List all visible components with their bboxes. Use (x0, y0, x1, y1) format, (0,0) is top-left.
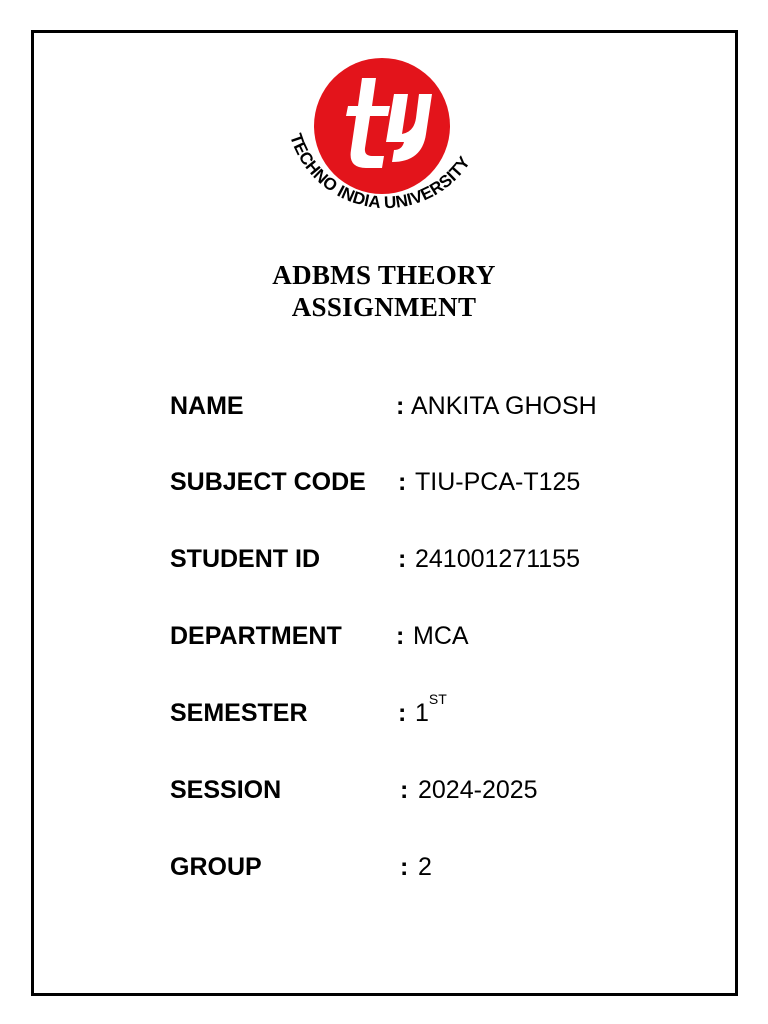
logo-arc-text: TECHNO INDIA UNIVERSITY (286, 131, 474, 213)
semester-suffix: ST (428, 691, 447, 707)
field-colon: : (398, 699, 407, 727)
field-value: MCA (413, 622, 469, 650)
field-value: 241001271155 (415, 545, 580, 573)
field-label: SEMESTER (170, 699, 308, 727)
field-value (415, 691, 447, 730)
field-value: TIU-PCA-T125 (415, 468, 581, 496)
assignment-title-line2: ASSIGNMENT (291, 292, 477, 322)
field-value: 2024-2025 (418, 776, 538, 804)
field-colon: : (400, 776, 409, 804)
field-label: STUDENT ID (170, 545, 320, 573)
field-label: SUBJECT CODE (170, 468, 366, 496)
field-label: GROUP (170, 853, 262, 881)
field-value: ANKITA GHOSH (411, 392, 597, 420)
semester-number: 1 (415, 699, 429, 727)
field-colon: : (396, 622, 405, 650)
field-label: DEPARTMENT (170, 622, 342, 650)
field-label: SESSION (170, 776, 282, 804)
field-colon: : (398, 545, 407, 573)
field-value: 2 (418, 853, 432, 881)
field-colon: : (400, 853, 409, 881)
field-label: NAME (170, 392, 244, 420)
university-logo (264, 58, 504, 238)
field-colon: : (396, 392, 405, 420)
logo-circle (314, 58, 450, 194)
field-colon: : (398, 468, 407, 496)
assignment-title-line1: ADBMS THEORY (272, 260, 496, 290)
